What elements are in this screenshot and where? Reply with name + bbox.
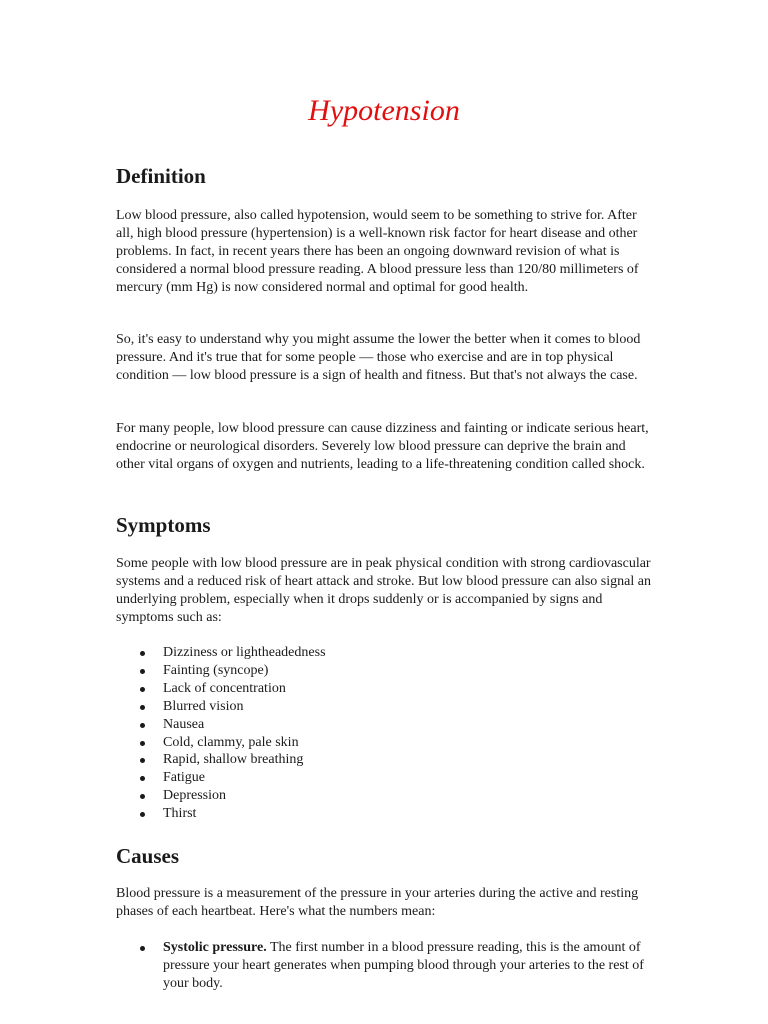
list-item: Blurred vision bbox=[116, 698, 656, 716]
term-label: Systolic pressure. bbox=[163, 940, 267, 955]
list-item: Depression bbox=[116, 787, 656, 805]
definition-paragraph-1: Low blood pressure, also called hypotension, would seem to be something to strive for. After all, high blood pressure (hypertension) is a well-known risk factor for heart disease and other problems. In fact, in recent years there has been an ongoing downward revision of what is considered a normal blood pressure reading. A blood pressure less than 120/80 millimeters of mercury (mm Hg) is now considered normal and optimal for good health. bbox=[116, 208, 639, 295]
page-title: Hypotension bbox=[308, 94, 460, 127]
list-item: Rapid, shallow breathing bbox=[116, 751, 656, 769]
symptoms-list bbox=[116, 644, 656, 823]
symptoms-heading: Symptoms bbox=[116, 513, 211, 537]
list-item: Dizziness or lightheadedness bbox=[116, 644, 656, 662]
causes-heading: Causes bbox=[116, 844, 180, 868]
term-description: The first number in a blood pressure reading, this is the amount of pressure your heart generates when pumping blood through your arteries to the rest of your body. bbox=[163, 940, 644, 991]
list-item: Lack of concentration bbox=[116, 680, 656, 698]
definition-paragraph-2: So, it's easy to understand why you might assume the lower the better when it comes to blood pressure. And it's true that for some people — those who exercise and are in top physical condition — low blood pressure is a sign of health and fitness. But that's not always the case. bbox=[116, 332, 641, 383]
list-item: Fatigue bbox=[116, 769, 656, 787]
list-item: Cold, clammy, pale skin bbox=[116, 734, 656, 752]
causes-intro: Blood pressure is a measurement of the pressure in your arteries during the active and resting phases of each heartbeat. Here's what the numbers mean: bbox=[116, 886, 639, 919]
causes-list bbox=[116, 939, 656, 993]
list-item: Nausea bbox=[116, 716, 656, 734]
definition-paragraph-3: For many people, low blood pressure can cause dizziness and fainting or indicate serious heart, endocrine or neurological disorders. Severely low blood pressure can deprive the brain and other vital organs of oxygen and nutrients, leading to a life-threatening condition called shock. bbox=[116, 421, 649, 472]
symptoms-intro: Some people with low blood pressure are in peak physical condition with strong cardiovascular systems and a reduced risk of heart attack and stroke. But low blood pressure can also signal an underlying problem, especially when it drops suddenly or is accompanied by signs and symptoms such as: bbox=[116, 556, 651, 625]
definition-heading: Definition bbox=[116, 164, 206, 188]
list-item: Fainting (syncope) bbox=[116, 662, 656, 680]
list-item: Thirst bbox=[116, 805, 656, 823]
list-item bbox=[116, 939, 656, 993]
